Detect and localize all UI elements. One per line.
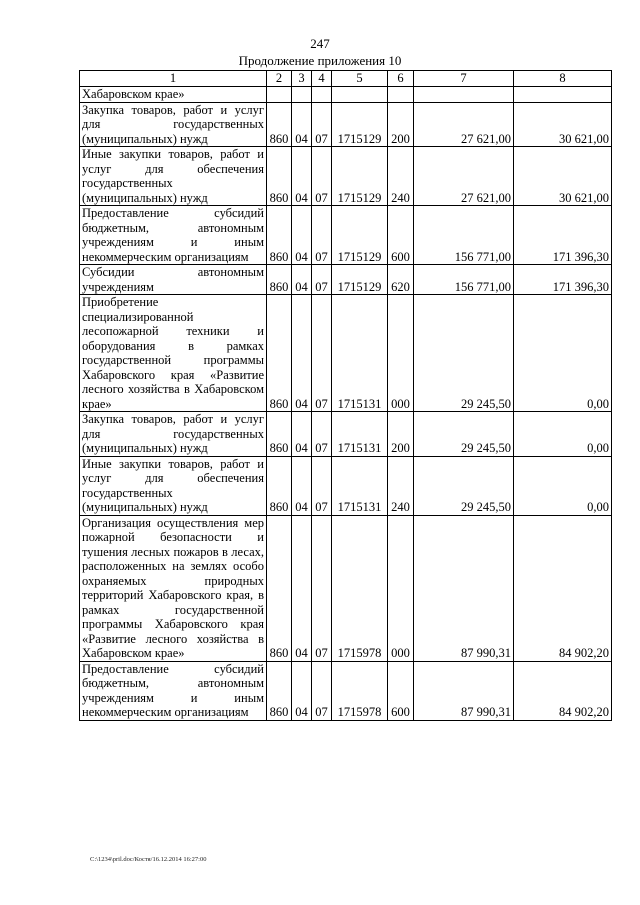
cell-target-article: 1715129 [332, 102, 388, 147]
cell-target-article: 1715978 [332, 515, 388, 661]
cell-amount-year1: 87 990,31 [414, 661, 514, 720]
cell-ministry-code [267, 87, 292, 103]
cell-section: 04 [292, 265, 312, 295]
cell-amount-year2: 0,00 [514, 412, 612, 457]
table-body [80, 87, 612, 721]
cell-amount-year1: 156 771,00 [414, 206, 514, 265]
cell-amount-year1: 27 621,00 [414, 147, 514, 206]
cell-amount-year2: 0,00 [514, 456, 612, 515]
table-row [80, 147, 612, 206]
cell-name: Закупка товаров, работ и услуг для государственных (муниципальных) нужд [80, 102, 267, 147]
cell-name: Предоставление субсидий бюджетным, автономным учреждениям и иным некоммерческим организациям [80, 661, 267, 720]
cell-ministry-code: 860 [267, 412, 292, 457]
cell-subsection: 07 [312, 295, 332, 412]
cell-expense-type [388, 87, 414, 103]
cell-amount-year2: 84 902,20 [514, 661, 612, 720]
table-row [80, 295, 612, 412]
cell-expense-type: 200 [388, 412, 414, 457]
header-row [80, 71, 612, 87]
cell-ministry-code: 860 [267, 661, 292, 720]
cell-target-article: 1715129 [332, 147, 388, 206]
cell-name: Организация осуществления мер пожарной безопасности и тушения лесных пожаров в лесах, расположенных на землях особо охраняемых природных территорий Хабаровского края, в рамках государственной программы Хабаровского края «Развитие лесного хозяйства в Хабаровском крае» [80, 515, 267, 661]
table-row [80, 102, 612, 147]
cell-expense-type: 600 [388, 206, 414, 265]
cell-amount-year1 [414, 87, 514, 103]
cell-amount-year2: 30 621,00 [514, 147, 612, 206]
cell-subsection: 07 [312, 102, 332, 147]
cell-expense-type: 000 [388, 295, 414, 412]
header-cell: 2 [267, 71, 292, 87]
cell-expense-type: 620 [388, 265, 414, 295]
cell-name: Предоставление субсидий бюджетным, автономным учреждениям и иным некоммерческим организациям [80, 206, 267, 265]
page-number: 247 [310, 36, 330, 51]
cell-target-article: 1715129 [332, 206, 388, 265]
header-cell: 6 [388, 71, 414, 87]
cell-target-article [332, 87, 388, 103]
cell-amount-year2: 0,00 [514, 295, 612, 412]
cell-name: Иные закупки товаров, работ и услуг для обеспечения государственных (муниципальных) нужд [80, 147, 267, 206]
cell-name: Приобретение специализированной лесопожарной техники и оборудования в рамках государственной программы Хабаровского края «Развитие лесного хозяйства в Хабаровском крае» [80, 295, 267, 412]
budget-table [79, 70, 612, 721]
cell-target-article: 1715978 [332, 661, 388, 720]
table-row [80, 515, 612, 661]
cell-name: Иные закупки товаров, работ и услуг для обеспечения государственных (муниципальных) нужд [80, 456, 267, 515]
table-row [80, 206, 612, 265]
cell-name: Хабаровском крае» [80, 87, 267, 103]
cell-amount-year2: 30 621,00 [514, 102, 612, 147]
table-row [80, 661, 612, 720]
cell-expense-type: 000 [388, 515, 414, 661]
cell-subsection [312, 87, 332, 103]
header-cell: 8 [514, 71, 612, 87]
cell-subsection: 07 [312, 661, 332, 720]
cell-ministry-code: 860 [267, 147, 292, 206]
cell-target-article: 1715131 [332, 412, 388, 457]
cell-expense-type: 600 [388, 661, 414, 720]
cell-amount-year1: 27 621,00 [414, 102, 514, 147]
cell-section: 04 [292, 515, 312, 661]
cell-subsection: 07 [312, 206, 332, 265]
cell-amount-year1: 87 990,31 [414, 515, 514, 661]
cell-target-article: 1715131 [332, 295, 388, 412]
cell-section: 04 [292, 295, 312, 412]
cell-name: Субсидии автономным учреждениям [80, 265, 267, 295]
cell-expense-type: 200 [388, 102, 414, 147]
table-row [80, 412, 612, 457]
cell-section: 04 [292, 147, 312, 206]
cell-name: Закупка товаров, работ и услуг для государственных (муниципальных) нужд [80, 412, 267, 457]
cell-ministry-code: 860 [267, 456, 292, 515]
cell-subsection: 07 [312, 412, 332, 457]
cell-section: 04 [292, 412, 312, 457]
cell-subsection: 07 [312, 515, 332, 661]
cell-amount-year1: 29 245,50 [414, 295, 514, 412]
cell-subsection: 07 [312, 456, 332, 515]
header-cell: 1 [80, 71, 267, 87]
header-cell: 7 [414, 71, 514, 87]
table-row [80, 87, 612, 103]
cell-section: 04 [292, 206, 312, 265]
table-row [80, 265, 612, 295]
cell-amount-year2: 171 396,30 [514, 206, 612, 265]
cell-target-article: 1715129 [332, 265, 388, 295]
cell-amount-year2 [514, 87, 612, 103]
cell-section [292, 87, 312, 103]
table-row [80, 456, 612, 515]
cell-expense-type: 240 [388, 147, 414, 206]
cell-amount-year1: 29 245,50 [414, 412, 514, 457]
cell-amount-year2: 84 902,20 [514, 515, 612, 661]
cell-amount-year2: 171 396,30 [514, 265, 612, 295]
cell-ministry-code: 860 [267, 102, 292, 147]
header-cell: 5 [332, 71, 388, 87]
cell-amount-year1: 29 245,50 [414, 456, 514, 515]
cell-expense-type: 240 [388, 456, 414, 515]
cell-section: 04 [292, 456, 312, 515]
header-cell: 4 [312, 71, 332, 87]
cell-ministry-code: 860 [267, 515, 292, 661]
cell-ministry-code: 860 [267, 206, 292, 265]
file-path-footer: C:\1234\pril.doc/Костя/16.12.2014 16:27:00 [90, 856, 207, 863]
cell-section: 04 [292, 102, 312, 147]
cell-ministry-code: 860 [267, 265, 292, 295]
cell-amount-year1: 156 771,00 [414, 265, 514, 295]
cell-ministry-code: 860 [267, 295, 292, 412]
cell-subsection: 07 [312, 265, 332, 295]
cell-target-article: 1715131 [332, 456, 388, 515]
header-cell: 3 [292, 71, 312, 87]
continuation-title: Продолжение приложения 10 [238, 53, 402, 68]
cell-subsection: 07 [312, 147, 332, 206]
cell-section: 04 [292, 661, 312, 720]
